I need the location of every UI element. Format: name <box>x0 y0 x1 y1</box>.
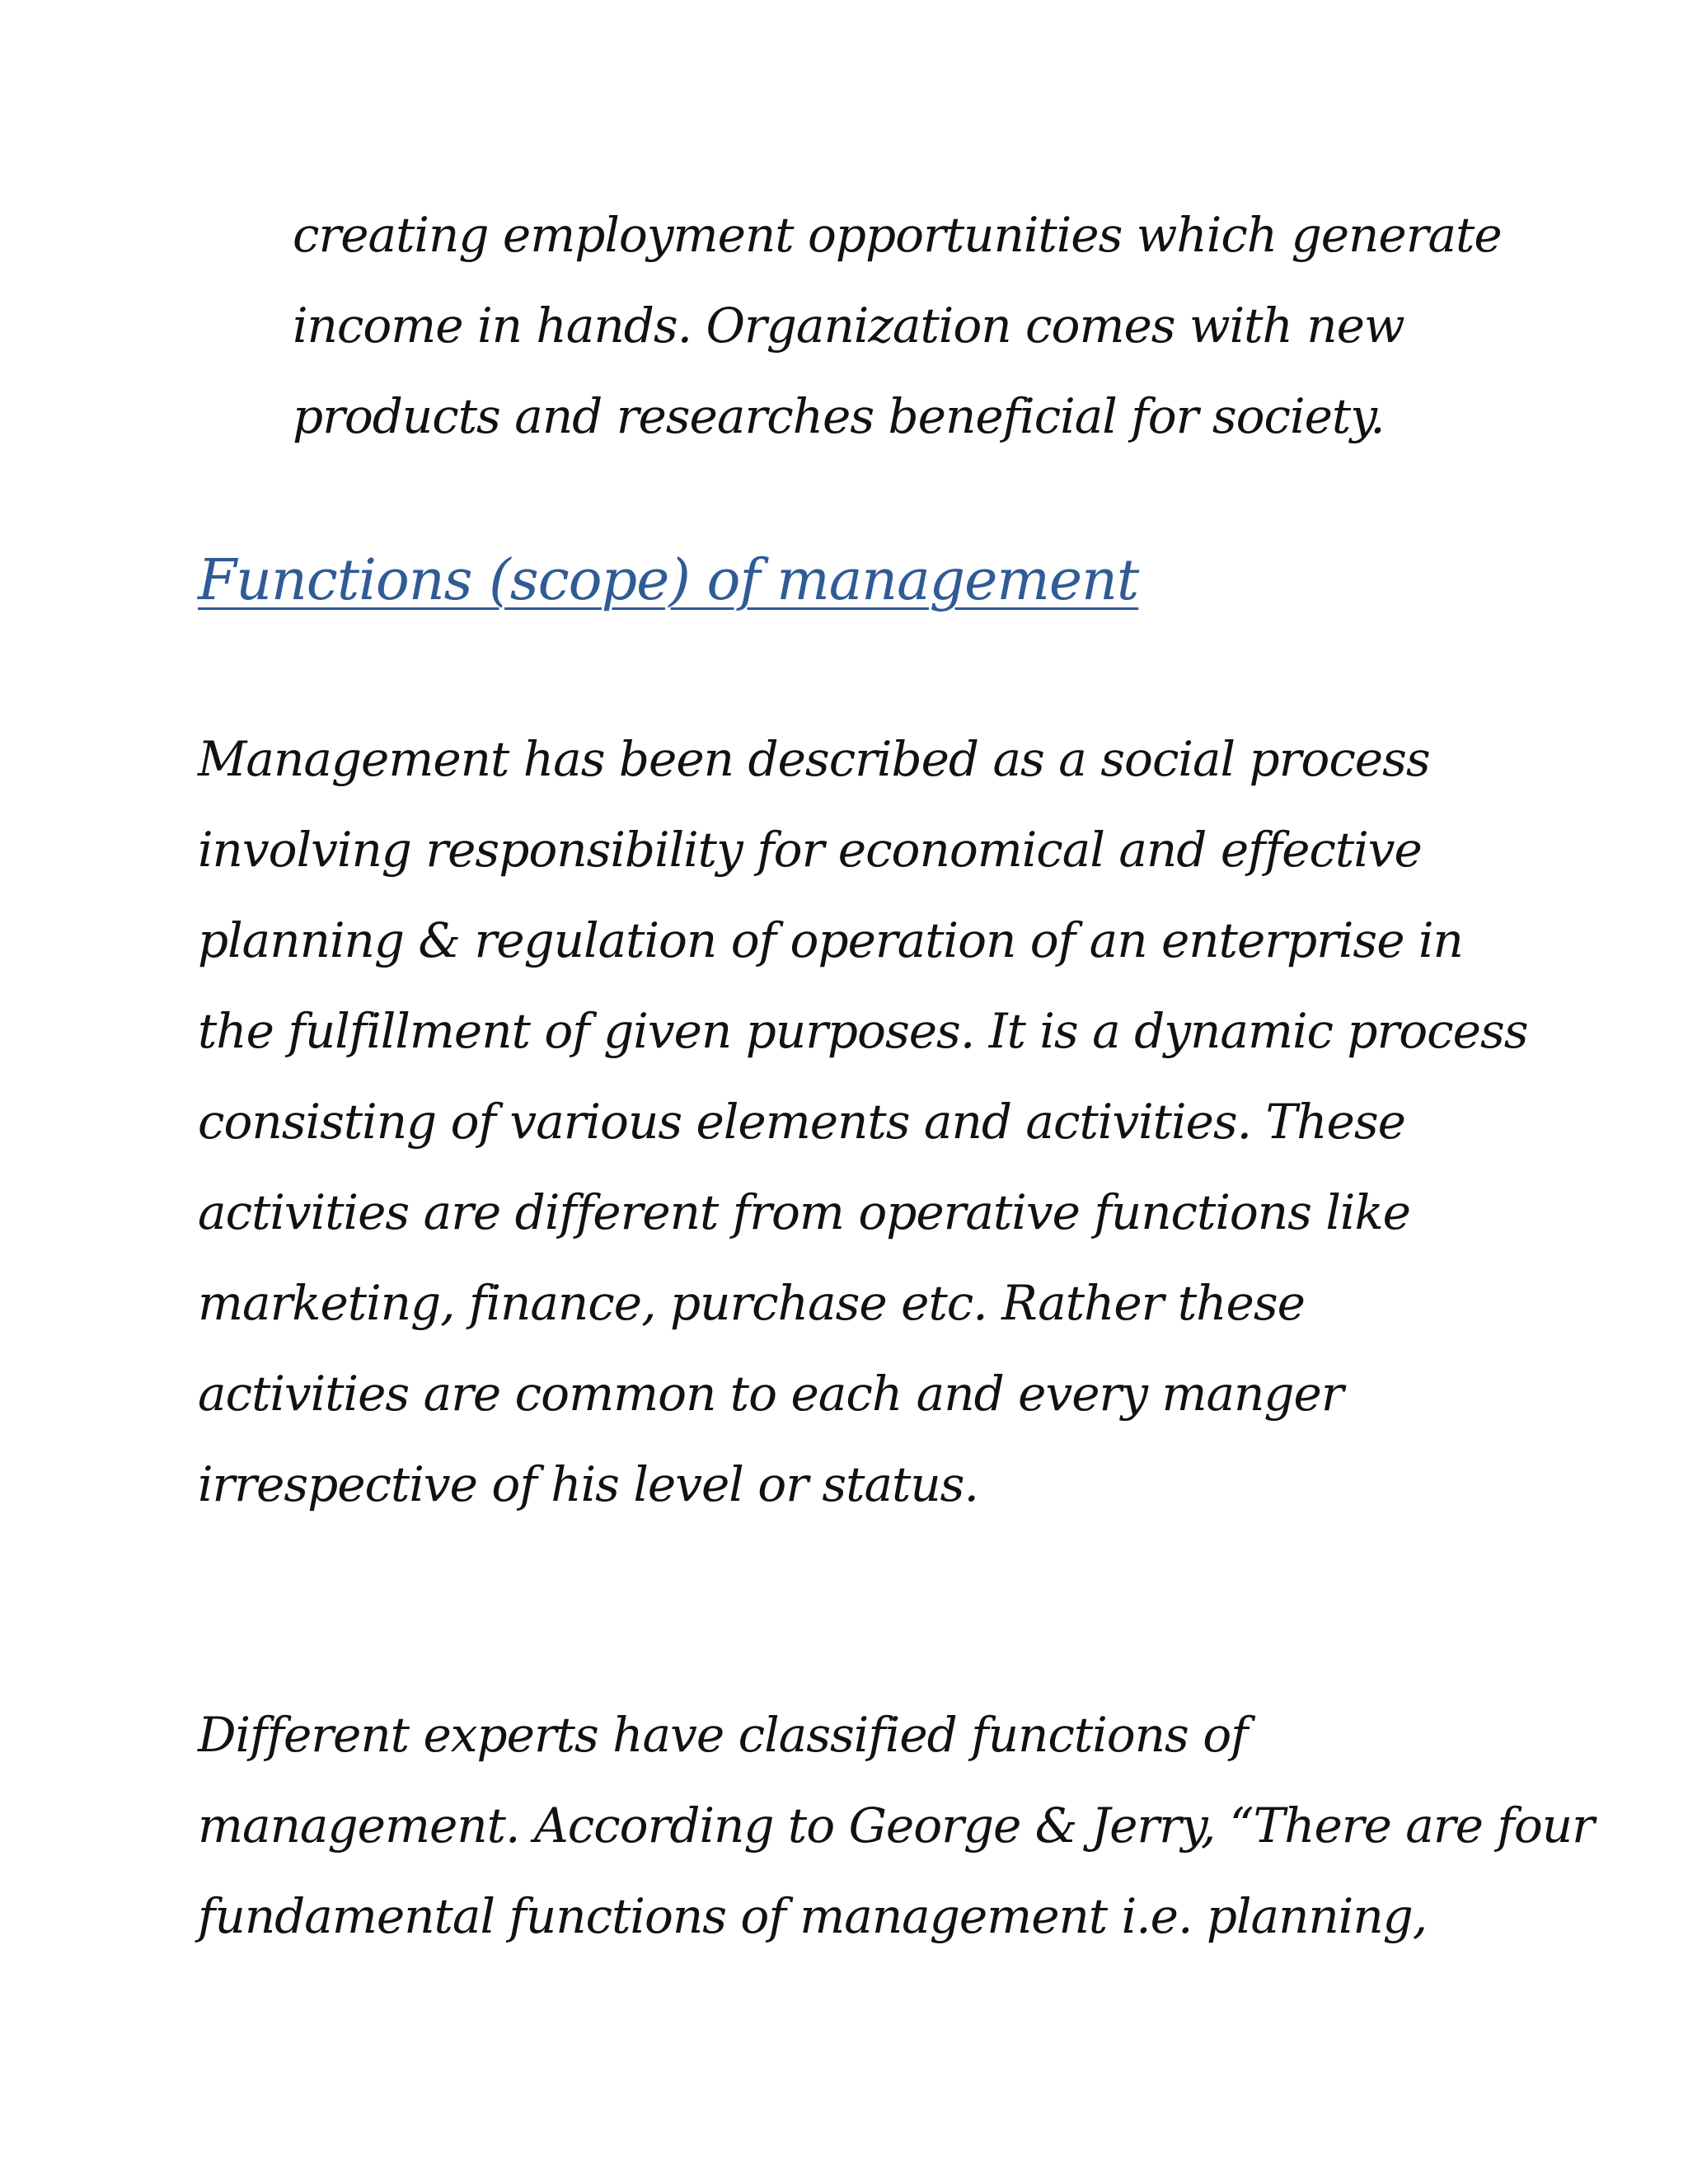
intro-line: income in hands. Organization comes with new <box>293 298 1404 354</box>
management-definition-paragraph <box>198 714 1528 1530</box>
paragraph-line: marketing, finance, purchase etc. Rather these <box>198 1275 1305 1331</box>
paragraph-line: the fulfillment of given purposes. It is a dynamic process <box>198 1003 1528 1059</box>
paragraph-line: management. According to George & Jerry, “There are four <box>198 1797 1594 1854</box>
section-heading: Functions (scope) of management <box>198 548 1139 613</box>
paragraph-line: consisting of various elements and activities. These <box>198 1094 1405 1150</box>
paragraph-line: planning & regulation of operation of an enterprise in <box>198 912 1463 968</box>
paragraph-line: Management has been described as a social process <box>198 731 1430 787</box>
paragraph-line: irrespective of his level or status. <box>198 1456 978 1512</box>
paragraph-line: activities are common to each and every manger <box>198 1366 1343 1422</box>
intro-line: creating employment opportunities which generate <box>293 207 1502 263</box>
functions-classification-paragraph <box>198 1690 1594 1961</box>
paragraph-line: activities are different from operative functions like <box>198 1184 1410 1240</box>
paragraph-line: involving responsibility for economical and effective <box>198 822 1422 878</box>
paragraph-line: fundamental functions of management i.e. planning, <box>198 1888 1428 1944</box>
paragraph-line: Different experts have classified functions of <box>198 1707 1248 1763</box>
intro-paragraph <box>293 190 1502 462</box>
intro-line: products and researches beneficial for society. <box>293 388 1385 444</box>
